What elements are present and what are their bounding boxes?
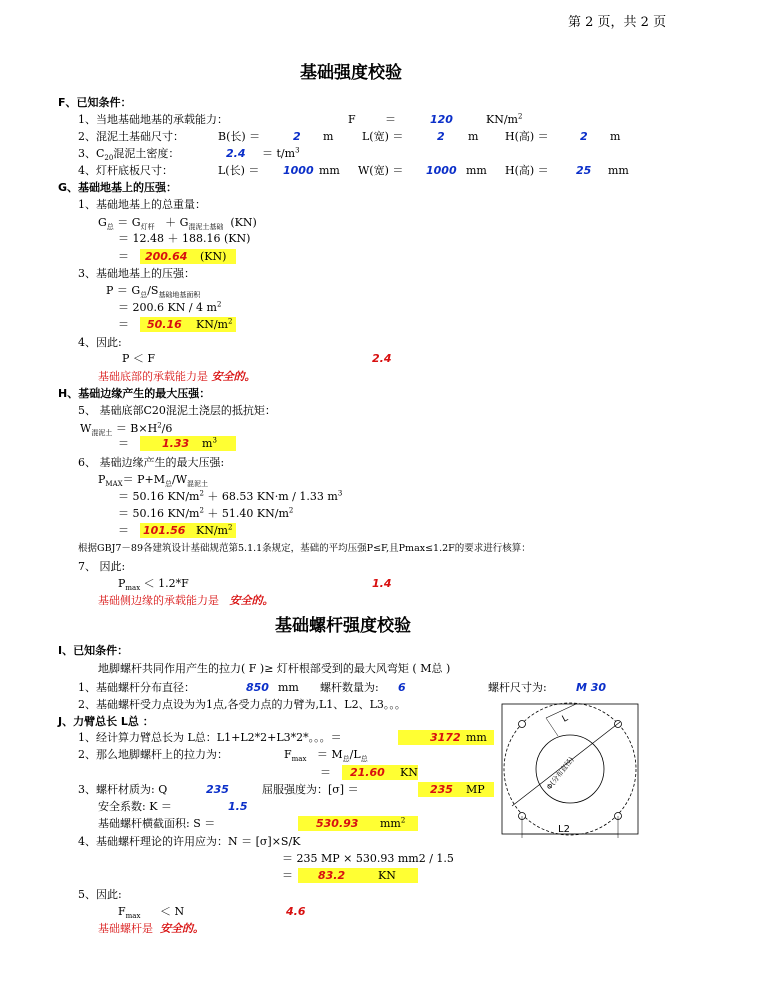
heading-H: H、基础边缘产生的最大压强： [58,387,211,400]
F2-length-unit: m [323,130,334,143]
I1-count: 6 [398,681,406,694]
H6-calc-1: ＝ 50.16 $KN/m^2 + 68.53$ KN·m / 1.33 $m^3$ [118,489,343,503]
G3-label: 3、基础地基上的压强： [78,267,195,280]
F4-height-value: 25 [576,164,592,177]
J3-yield-label: 屈服强度为：[σ] ＝ [262,783,359,796]
page-number: 第 2 页，共 2 页 [568,15,667,30]
section-title-bolts: 基础螺杆强度校验 [275,616,411,636]
J3-label: 3、螺杆材质为: Q [78,783,168,796]
F4-length-unit: mm [319,164,340,177]
I1-size-label: 螺杆尺寸为: [488,681,547,694]
J4-result-eq: ＝ [282,869,293,882]
J3-area-unit: $mm^2$ [380,816,406,830]
heading-I: I、已知条件： [58,644,129,657]
section-title-foundation: 基础强度校验 [300,63,402,83]
F3-value: 2.4 [226,147,246,160]
pole-circle [536,735,604,803]
F2-width-value: 2 [437,130,445,143]
H7-label: 7、 因此: [78,560,126,573]
label-L: L [560,713,570,725]
H6-result-value: 101.56 [143,524,186,537]
label-distribution-diameter: Φ(分布直径) [545,755,576,792]
I1-diameter: 850 [246,681,269,694]
F2-width-unit: m [468,130,479,143]
J2-label: 2、那么地脚螺杆上的拉力为： [78,748,228,761]
label-L2: L2 [558,824,570,835]
J3-safety-label: 安全系数: K ＝ [98,800,172,813]
I0-statement: 地脚螺杆共同作用产生的拉力( F )≥ 灯杆根部受到的最大风弯矩 ( M总 ) [98,662,451,675]
highlight [298,868,418,883]
J2-formula: $F_{max}$ ＝ $M_总/L_总$ [284,748,368,764]
G4-label: 4、因此: [78,336,122,349]
F2-length-label: B(长) ＝ [218,130,261,143]
J3-area-label: 基础螺杆横截面积: S ＝ [98,817,216,830]
F4-width-label: W(宽) ＝ [358,164,404,177]
heading-J: J、力臂总长 L总 ： [58,715,154,728]
bolt-hole [519,721,526,728]
H7-conclusion: 基础侧边缘的承载能力是 安全的。 [98,594,274,607]
F2-width-label: L(宽) ＝ [362,130,404,143]
heading-F: F、已知条件： [58,96,132,109]
J1-unit: mm [466,731,487,744]
G3-formula: $P = G_总/S_{基础地基面积}$ [106,284,201,300]
F1-unit: $KN/m^2$ [486,112,523,126]
I1-diameter-unit: mm [278,681,299,694]
heading-G: G、基础地基上的压强： [58,181,178,194]
F4-width-unit: mm [466,164,487,177]
bolt-hole [615,721,622,728]
I1-size: M 30 [576,681,607,694]
F4-height-label: H(高) ＝ [505,164,549,177]
H5-label: 5、 基础底部C20混泥土浇层的抵抗矩： [78,404,276,417]
I2-label: 2、基础螺杆受力点设为为1点,各受力点的力臂为,L1、L2、L3。。。 [78,698,406,711]
F2-label: 2、混泥土基础尺寸： [78,130,184,143]
G4-ratio: 2.4 [372,352,392,365]
G1-label: 1、基础地基上的总重量： [78,198,206,211]
J1-label: 1、经计算力臂总长为 L总：L1+L2*2+L3*2*。。。＝ [78,731,342,744]
H6-result-eq: ＝ [118,524,129,537]
J2-result-unit: KN [400,766,418,779]
J3-yield-value: 235 [430,783,453,796]
F3-label: 3、$C_{20}$混泥土密度： [78,147,180,163]
I1-label: 1、基础螺杆分布直径： [78,681,195,694]
J1-value: 3172 [430,731,461,744]
J3-yield-unit: MP [466,783,485,796]
J5-compare-right: ＜ N [160,905,185,918]
F4-length-label: L(长) ＝ [218,164,260,177]
J4-label: 4、基础螺杆理论的许用应为：N ＝ [σ]×S/K [78,835,301,848]
J2-result-eq: ＝ [320,766,331,779]
H6-result-unit: $KN/m^2$ [196,523,233,537]
F1-eq: ＝ [385,113,396,126]
H5-result-value: 1.33 [162,437,190,450]
G4-compare: P ＜ F [122,352,156,365]
G4-conclusion: 基础底部的承载能力是 安全的。 [98,370,256,383]
F1-var: F [348,113,356,126]
J4-result-unit: KN [378,869,396,882]
F2-height-label: H(高) ＝ [505,130,549,143]
F1-value: 120 [430,113,453,126]
F4-label: 4、灯杆底板尺寸： [78,164,173,177]
G1-result-unit: (KN) [200,250,227,263]
H5-formula: $W_{混泥土} = B\times H^2/6$ [80,421,173,438]
bolt-layout-diagram [498,698,644,840]
F2-length-value: 2 [293,130,301,143]
H6-label: 6、 基础边缘产生的最大压强: [78,456,225,469]
F4-length-value: 1000 [283,164,314,177]
H5-result-eq: ＝ [118,437,129,450]
J5-compare-left: $F_{max}$ [118,905,141,921]
F1-label: 1、当地基础地基的承载能力： [78,113,228,126]
F2-height-unit: m [610,130,621,143]
J3-safety-value: 1.5 [228,800,248,813]
H5-result-unit: $m^3$ [202,436,217,450]
F2-height-value: 2 [580,130,588,143]
H6-formula: $P_{MAX}= P+M_总/W_{混泥土}$ [98,473,209,489]
J5-conclusion: 基础螺杆是 安全的。 [98,922,204,935]
J2-result-value: 21.60 [350,766,385,779]
G1-result-eq: ＝ [118,250,129,263]
F3-unit: ＝ $t/m^3$ [262,146,300,160]
G1-formula: $G_总 = G_{灯杆}$ ＋ $G_{混泥土基础}$ (KN) [98,216,257,232]
J5-ratio: 4.6 [286,905,306,918]
H7-ratio: 1.4 [372,577,392,590]
F4-width-value: 1000 [426,164,457,177]
J3-area-value: 530.93 [316,817,359,830]
dimension-line-L [546,718,558,736]
H7-compare: $P_{max} < 1.2*F$ [118,577,189,593]
H6-calc-2: ＝ 50.16 $KN/m^2 + 51.40$ $KN/m^2$ [118,506,294,520]
code-reference-note: 根据GBJ7－89各建筑设计基础规范第5.1.1条规定，基础的平均压强P≤F,且Pmax≤1.2F的要求进行核算： [78,543,531,554]
F4-height-unit: mm [608,164,629,177]
I1-count-label: 螺杆数量为: [320,681,379,694]
J3-grade: 235 [206,783,229,796]
J4-calc: ＝ 235 MP × 530.93 mm2 / 1.5 [282,852,454,865]
G3-result-unit: $KN/m^2$ [196,317,233,331]
J5-label: 5、因此: [78,888,122,901]
G3-calc: ＝ 200.6 KN / 4 $m^2$ [118,300,222,314]
G3-result-value: 50.16 [147,318,182,331]
G1-calc: ＝ 12.48 ＋ 188.16 (KN) [118,232,251,245]
G1-result-value: 200.64 [145,250,188,263]
J4-result-value: 83.2 [318,869,346,882]
G3-result-eq: ＝ [118,318,129,331]
